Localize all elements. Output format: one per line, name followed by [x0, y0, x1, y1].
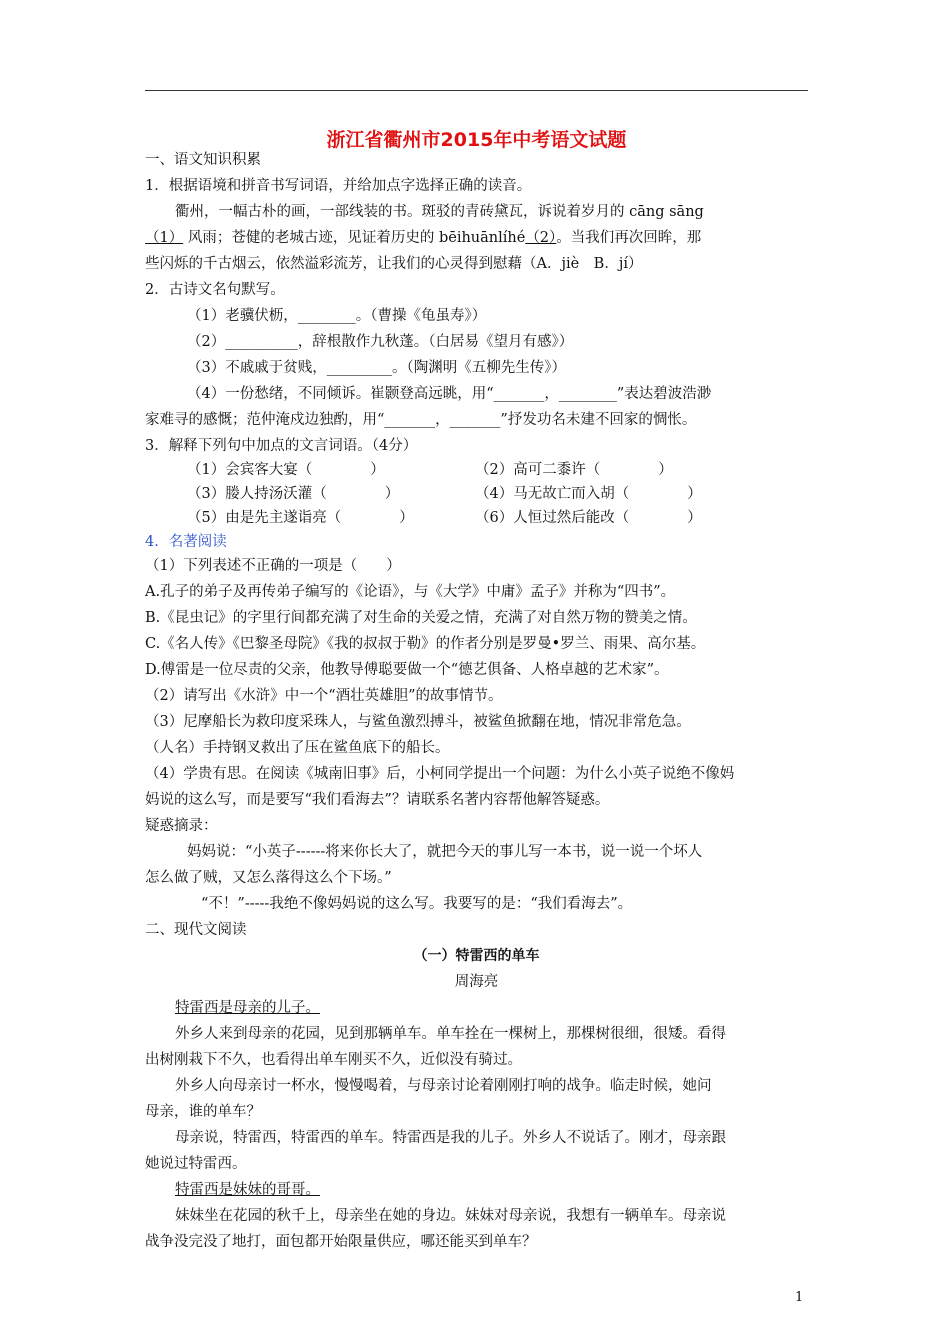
- paragraph-line: 外乡人向母亲讨一杯水，慢慢喝着，与母亲讨论着刚刚打响的战争。临走时候，她问: [175, 1078, 712, 1094]
- blank-1[interactable]: （1）: [145, 230, 184, 246]
- item-line: （1）老骥伏枥，________。（曹操《龟虽寿》）: [187, 308, 487, 324]
- option-a: A.孔子的弟子及再传弟子编写的《论语》，与《大学》中庸》孟子》并称为“四书”。: [145, 584, 676, 600]
- question-stem: 2．古诗文名句默写。: [145, 282, 285, 298]
- sub-question: （1）下列表述不正确的一项是（ ）: [145, 558, 401, 574]
- page-title: 浙江省衢州市2015年中考语文试题: [326, 129, 627, 151]
- sub-question: （4）学贵有思。在阅读《城南旧事》后，小柯同学提出一个问题：为什么小英子说绝不像妈: [145, 766, 735, 782]
- item-row: （5）由是先主遂诣亮（ ） （6）人恒过然后能改（ ）: [187, 510, 702, 526]
- paragraph-line: 她说过特雷西。: [145, 1156, 247, 1172]
- paragraph-line: 衢州，一幅古朴的画，一部线装的书。斑驳的青砖黛瓦，诉说着岁月的 cāng sāng: [175, 204, 704, 220]
- reading-author: 周海亮: [454, 974, 499, 990]
- sub-question: （2）请写出《水浒》中一个“酒壮英雄胆”的故事情节。: [145, 688, 503, 704]
- header-rule: [145, 90, 808, 91]
- excerpt-line: “不！”-----我绝不像妈妈说的这么写。我要写的是：“我们看海去”。: [201, 896, 633, 912]
- item-row: （1）会宾客大宴（ ） （2）高可二黍许（ ）: [187, 462, 673, 478]
- paragraph-line: 出树刚栽下不久，也看得出单车刚买不久，近似没有骑过。: [145, 1052, 522, 1068]
- paragraph-line: 特雷西是妹妹的哥哥。: [175, 1182, 320, 1198]
- item-line: （3）不戚戚于贫贱，_________。（陶渊明《五柳先生传》）: [187, 360, 566, 376]
- item-line: （4）一份愁绪，不同倾诉。崔颢登高远眺，用“_______，________”表达碧波浩渺: [187, 386, 712, 402]
- section-heading: 一、语文知识积累: [145, 152, 261, 168]
- item-line: 家难寻的感慨；范仲淹戍边独酌，用“_______，_______”抒发功名未建不回家的惆怅。: [145, 412, 697, 428]
- sub-question: （3）尼摩船长为救印度采珠人，与鲨鱼激烈搏斗，被鲨鱼掀翻在地，情况非常危急。: [145, 714, 691, 730]
- paragraph-line: 外乡人来到母亲的花园，见到那辆单车。单车拴在一棵树上，那棵树很细，很矮。看得: [175, 1026, 726, 1042]
- paragraph-line: 妹妹坐在花园的秋千上，母亲坐在她的身边。妹妹对母亲说，我想有一辆单车。母亲说: [175, 1208, 726, 1224]
- paragraph-line: 战争没完没了地打，面包都开始限量供应，哪还能买到单车？: [145, 1234, 537, 1250]
- paragraph-line: （1） 风雨；苍健的老城古迹，见证着历史的 bēihuānlíhé（2）。当我们再次回眸，那: [145, 230, 702, 246]
- excerpt-label: 疑惑摘录：: [145, 818, 218, 834]
- page-number: 1: [795, 1290, 804, 1305]
- paragraph-line: 些闪烁的千古烟云，依然溢彩流芳，让我们的心灵得到慰藉（A．jiè B．jí）: [145, 256, 643, 272]
- sub-question: （人名）手持钢叉救出了压在鲨鱼底下的船长。: [145, 740, 450, 756]
- question-stem: 4．名著阅读: [145, 534, 227, 550]
- reading-title: （一）特雷西的单车: [413, 948, 540, 964]
- option-d: D.傅雷是一位尽责的父亲，他教导傅聪要做一个“德艺俱备、人格卓越的艺术家”。: [145, 662, 669, 678]
- paragraph-line: 母亲，谁的单车？: [145, 1104, 261, 1120]
- paragraph-line: 特雷西是母亲的儿子。: [175, 1000, 320, 1016]
- section-heading: 二、现代文阅读: [145, 922, 247, 938]
- excerpt-line: 怎么做了贼，又怎么落得这么个下场。”: [145, 870, 392, 886]
- question-stem: 1．根据语境和拼音书写词语，并给加点字选择正确的读音。: [145, 178, 532, 194]
- sub-question: 妈说的这么写，而是要写“我们看海去”？请联系名著内容帮他解答疑惑。: [145, 792, 610, 808]
- question-stem: 3．解释下列句中加点的文言词语。（4分）: [145, 438, 418, 454]
- option-c: C.《名人传》《巴黎圣母院》《我的叔叔于勒》的作者分别是罗曼•罗兰、雨果、高尔基。: [145, 636, 706, 652]
- paragraph-line: 母亲说，特雷西，特雷西的单车。特雷西是我的儿子。外乡人不说话了。刚才，母亲跟: [175, 1130, 726, 1146]
- option-b: B.《昆虫记》的字里行间都充满了对生命的关爱之情，充满了对自然万物的赞美之情。: [145, 610, 697, 626]
- excerpt-line: 妈妈说：“小英子------将来你长大了，就把今天的事儿写一本书，说一说一个坏人: [187, 844, 703, 860]
- blank-2[interactable]: （2）: [525, 230, 557, 246]
- item-row: （3）媵人持汤沃灌（ ） （4）马无故亡而入胡（ ）: [187, 486, 702, 502]
- item-line: （2）__________，辞根散作九秋蓬。（白居易《望月有感》）: [187, 334, 574, 350]
